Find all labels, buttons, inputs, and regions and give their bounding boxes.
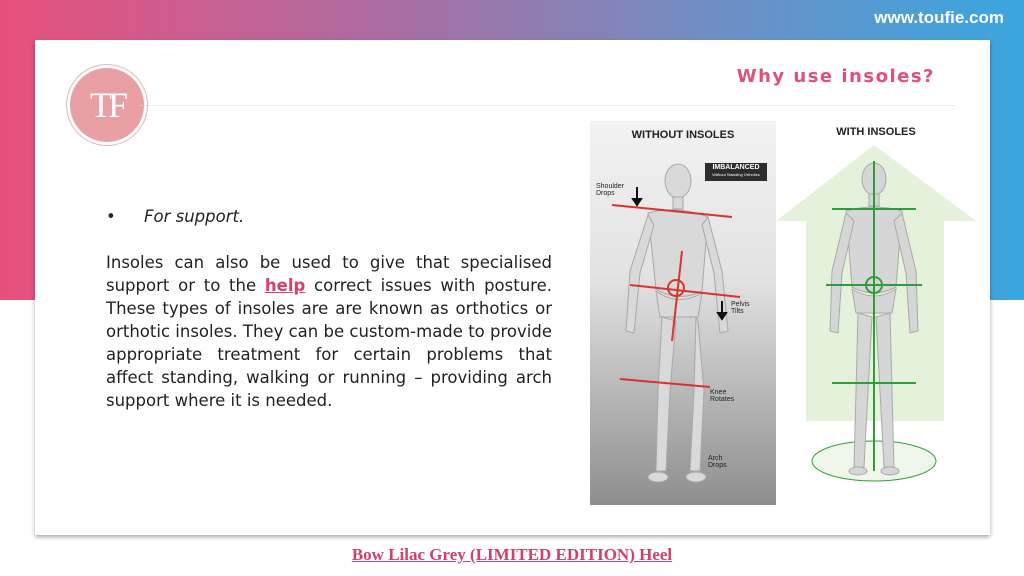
badge-subtitle: Without Standing Orthotics xyxy=(712,172,760,177)
slide-card xyxy=(35,40,990,535)
skeleton-balanced xyxy=(776,121,976,505)
without-insoles-heading: WITHOUT INSOLES xyxy=(631,129,735,141)
bullet-text: For support. xyxy=(144,207,245,226)
help-link[interactable]: help xyxy=(264,276,306,295)
logo-letters: TF xyxy=(89,85,124,125)
paragraph xyxy=(106,251,552,412)
product-link[interactable]: Bow Lilac Grey (LIMITED EDITION) Heel xyxy=(351,545,673,564)
slide-title: Why use insoles? xyxy=(736,66,935,87)
bullet-dot: • xyxy=(106,207,116,226)
with-insoles-heading: WITH INSOLES xyxy=(836,126,916,138)
pelvis-label: Pelvis Tilts xyxy=(731,301,750,315)
knee-label: Knee Rotates xyxy=(710,389,735,403)
site-url[interactable]: www.toufie.com xyxy=(874,8,1004,27)
skeleton-imbalanced xyxy=(590,121,776,505)
bullet-item xyxy=(106,205,552,228)
logo xyxy=(70,68,144,142)
posture-figure-with-insoles xyxy=(776,121,976,505)
posture-figure-without-insoles xyxy=(590,121,776,505)
arch-label: Arch Drops xyxy=(708,455,727,469)
body-text xyxy=(106,205,552,412)
badge-title: IMBALANCED xyxy=(712,164,760,171)
shoulder-label: Shoulder Drops xyxy=(596,183,625,197)
paragraph-start: Insoles can also be used to give that specialised support or to the xyxy=(106,253,552,295)
paragraph-end: correct issues with posture. These types of insoles are are known as orthotics or orthotic insoles. They can be custom-made to provide appropriate treatment for certain problems that affect standing, walking or running – providing arch support where it is needed. xyxy=(106,276,552,410)
title-divider xyxy=(140,105,955,106)
